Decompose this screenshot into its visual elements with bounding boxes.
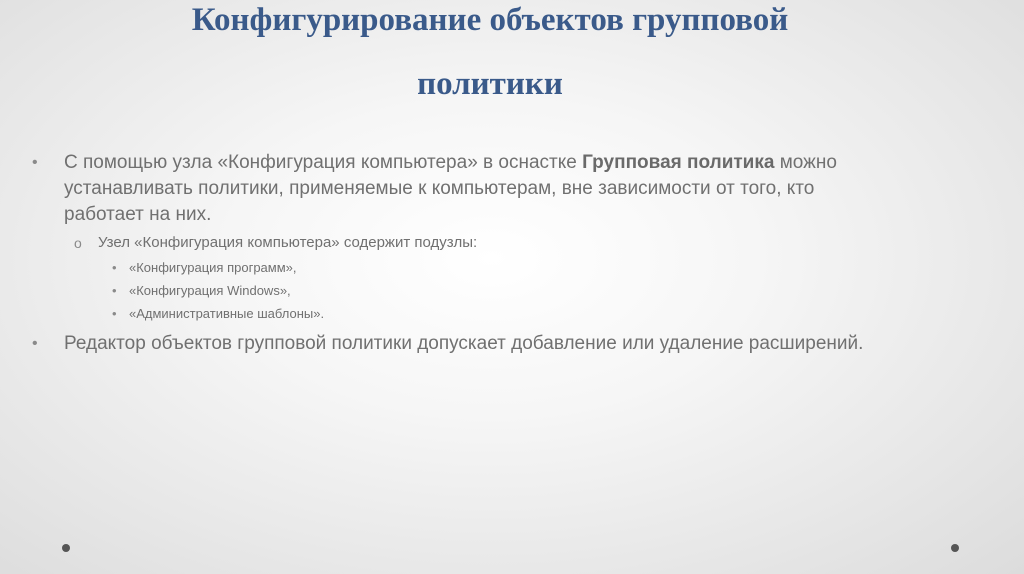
sub-sub-bullet-item [30, 280, 890, 302]
slide-title-line-2: политики [417, 66, 563, 102]
slide-title-line-1: Конфигурирование объектов групповой [191, 2, 789, 38]
bullet-marker: • [32, 154, 38, 171]
sub-bullet-item-1 [30, 232, 890, 254]
bullet-text: Редактор объектов групповой политики допускает добавление или удаление расширений. [64, 333, 864, 354]
sub-sub-bullet-text: «Конфигурация программ», [129, 260, 297, 275]
bullet-text-part: можно устанавливать политики, применяемые к компьютерам, вне зависимости от того, кто работает на них. [64, 152, 837, 225]
sub-sub-bullet-marker: • [112, 260, 117, 275]
slide-body [30, 150, 890, 361]
sub-sub-bullet-marker: • [112, 283, 117, 298]
sub-bullet-marker: o [74, 235, 82, 251]
sub-sub-bullet-marker: • [112, 306, 117, 321]
bullet-text-bold: Групповая политика [582, 152, 775, 173]
corner-dot-right [951, 544, 959, 552]
bullet-text-part: С помощью узла «Конфигурация компьютера» в оснастке [64, 152, 583, 173]
sub-bullet-text: Узел «Конфигурация компьютера» содержит подузлы: [98, 234, 478, 251]
bullet-item-1 [30, 150, 890, 228]
corner-dot-left [62, 544, 70, 552]
bullet-marker: • [32, 335, 38, 352]
sub-sub-bullet-text: «Конфигурация Windows», [129, 283, 291, 298]
bullet-item-2 [30, 331, 890, 357]
sub-sub-bullet-item [30, 303, 890, 325]
sub-sub-bullet-text: «Административные шаблоны». [129, 306, 325, 321]
sub-sub-bullet-item [30, 257, 890, 279]
